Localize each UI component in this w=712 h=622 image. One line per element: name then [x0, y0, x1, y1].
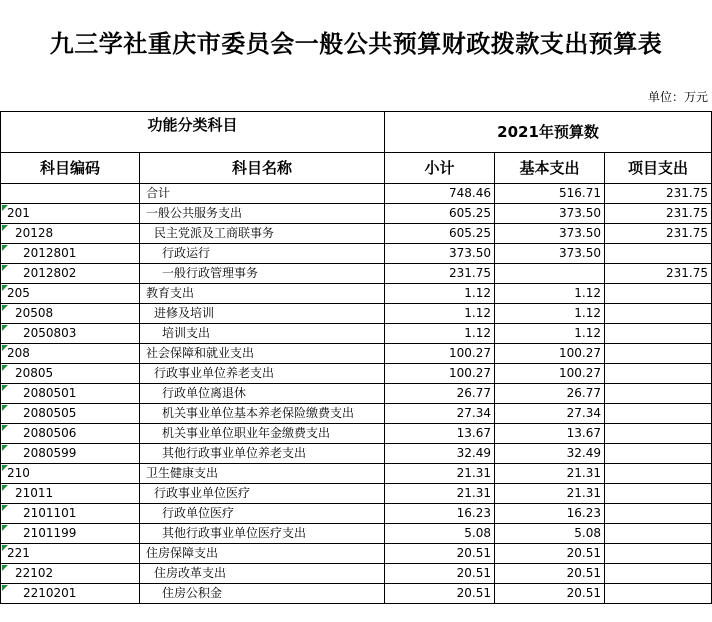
- name-text: 其他行政事业单位医疗支出: [162, 526, 307, 540]
- cell-name[interactable]: [140, 504, 385, 524]
- cell-project[interactable]: [605, 524, 712, 544]
- header-budget-year: 2021年预算数: [385, 112, 712, 153]
- code-text: 20805: [15, 366, 54, 380]
- table-row: [1, 484, 712, 504]
- cell-total[interactable]: 20.51: [385, 584, 495, 604]
- cell-name[interactable]: [140, 424, 385, 444]
- cell-total[interactable]: 26.77: [385, 384, 495, 404]
- cell-total[interactable]: 16.23: [385, 504, 495, 524]
- cell-total[interactable]: 1.12: [385, 304, 495, 324]
- name-text: 行政单位医疗: [162, 506, 235, 520]
- cell-basic[interactable]: 516.71: [495, 184, 605, 204]
- cell-total[interactable]: 231.75: [385, 264, 495, 284]
- cell-name[interactable]: [140, 584, 385, 604]
- text-number-indicator-icon: [2, 505, 8, 511]
- cell-total[interactable]: 373.50: [385, 244, 495, 264]
- name-text: 行政运行: [162, 246, 211, 260]
- header-name: 科目名称: [140, 153, 385, 184]
- text-number-indicator-icon: [2, 465, 8, 471]
- cell-name[interactable]: [140, 304, 385, 324]
- table-row: [1, 564, 712, 584]
- cell-code[interactable]: [1, 364, 140, 384]
- table-row: [1, 204, 712, 224]
- header-project: 项目支出: [605, 153, 712, 184]
- cell-basic[interactable]: 373.50: [495, 244, 605, 264]
- cell-code[interactable]: [1, 264, 140, 284]
- code-text: 2080599: [23, 446, 77, 460]
- cell-project[interactable]: [605, 404, 712, 424]
- cell-project[interactable]: 231.75: [605, 264, 712, 284]
- name-text: 进修及培训: [154, 306, 215, 320]
- cell-name[interactable]: [140, 184, 385, 204]
- name-text: 民主党派及工商联事务: [154, 226, 275, 240]
- text-number-indicator-icon: [2, 365, 8, 371]
- cell-name[interactable]: [140, 344, 385, 364]
- cell-name[interactable]: [140, 484, 385, 504]
- cell-project[interactable]: [605, 304, 712, 324]
- code-text: 2101199: [23, 526, 77, 540]
- header-code: 科目编码: [1, 153, 140, 184]
- header-basic: 基本支出: [495, 153, 605, 184]
- name-text: 培训支出: [162, 326, 211, 340]
- name-text: 行政事业单位医疗: [154, 486, 251, 500]
- table-row: [1, 424, 712, 444]
- cell-total[interactable]: 1.12: [385, 284, 495, 304]
- name-text: 教育支出: [146, 286, 195, 300]
- cell-code[interactable]: [1, 204, 140, 224]
- unit-label: 单位：万元: [647, 90, 708, 104]
- table-row: [1, 584, 712, 604]
- cell-name[interactable]: [140, 324, 385, 344]
- cell-project[interactable]: [605, 384, 712, 404]
- name-text: 机关事业单位基本养老保险缴费支出: [162, 406, 355, 420]
- cell-total[interactable]: 13.67: [385, 424, 495, 444]
- table-body: [1, 112, 712, 604]
- table-row: [1, 444, 712, 464]
- table-row: [1, 224, 712, 244]
- cell-basic[interactable]: 1.12: [495, 304, 605, 324]
- cell-code[interactable]: [1, 584, 140, 604]
- cell-basic[interactable]: 100.27: [495, 344, 605, 364]
- text-number-indicator-icon: [2, 345, 8, 351]
- text-number-indicator-icon: [2, 205, 8, 211]
- table-row: [1, 264, 712, 284]
- table-row: [1, 464, 712, 484]
- cell-name[interactable]: [140, 224, 385, 244]
- cell-basic[interactable]: 21.31: [495, 464, 605, 484]
- cell-code[interactable]: [1, 284, 140, 304]
- cell-total[interactable]: 1.12: [385, 324, 495, 344]
- code-text: 20128: [15, 226, 54, 240]
- name-text: 卫生健康支出: [146, 466, 219, 480]
- table-row: [1, 244, 712, 264]
- header-row-1: [1, 112, 712, 153]
- code-text: 2080506: [23, 426, 77, 440]
- cell-name[interactable]: [140, 564, 385, 584]
- code-text: 2101101: [23, 506, 77, 520]
- cell-project[interactable]: [605, 244, 712, 264]
- cell-total[interactable]: 20.51: [385, 564, 495, 584]
- cell-name[interactable]: [140, 204, 385, 224]
- cell-name[interactable]: [140, 384, 385, 404]
- cell-name[interactable]: [140, 544, 385, 564]
- cell-project[interactable]: [605, 464, 712, 484]
- cell-project[interactable]: 231.75: [605, 224, 712, 244]
- cell-code[interactable]: [1, 564, 140, 584]
- page-title: 九三学社重庆市委员会一般公共预算财政拨款支出预算表: [49, 30, 663, 58]
- code-text: 2080505: [23, 406, 77, 420]
- text-number-indicator-icon: [2, 485, 8, 491]
- cell-project[interactable]: 231.75: [605, 204, 712, 224]
- cell-code[interactable]: [1, 384, 140, 404]
- cell-code[interactable]: [1, 184, 140, 204]
- cell-basic[interactable]: 21.31: [495, 484, 605, 504]
- text-number-indicator-icon: [2, 565, 8, 571]
- cell-name[interactable]: [140, 404, 385, 424]
- text-number-indicator-icon: [2, 325, 8, 331]
- cell-basic[interactable]: 373.50: [495, 204, 605, 224]
- code-text: 2080501: [23, 386, 77, 400]
- name-text: 一般行政管理事务: [162, 266, 259, 280]
- text-number-indicator-icon: [2, 425, 8, 431]
- cell-project[interactable]: [605, 324, 712, 344]
- cell-code[interactable]: [1, 344, 140, 364]
- text-number-indicator-icon: [2, 305, 8, 311]
- cell-basic[interactable]: 20.51: [495, 564, 605, 584]
- table-row: [1, 544, 712, 564]
- cell-code[interactable]: [1, 544, 140, 564]
- table-row: [1, 284, 712, 304]
- cell-project[interactable]: [605, 284, 712, 304]
- cell-name[interactable]: [140, 264, 385, 284]
- code-text: 208: [7, 346, 30, 360]
- code-text: 210: [7, 466, 30, 480]
- text-number-indicator-icon: [2, 525, 8, 531]
- cell-code[interactable]: [1, 424, 140, 444]
- code-text: 20508: [15, 306, 54, 320]
- code-text: 205: [7, 286, 30, 300]
- text-number-indicator-icon: [2, 245, 8, 251]
- cell-project[interactable]: [605, 344, 712, 364]
- cell-code[interactable]: [1, 504, 140, 524]
- code-text: 2050803: [23, 326, 77, 340]
- table-row: [1, 404, 712, 424]
- cell-code[interactable]: [1, 224, 140, 244]
- text-number-indicator-icon: [2, 225, 8, 231]
- table-row: [1, 524, 712, 544]
- cell-basic[interactable]: 1.12: [495, 324, 605, 344]
- table-row: [1, 364, 712, 384]
- cell-project[interactable]: [605, 484, 712, 504]
- cell-code[interactable]: [1, 524, 140, 544]
- name-text: 行政单位离退休: [162, 386, 247, 400]
- cell-project[interactable]: [605, 424, 712, 444]
- cell-name[interactable]: [140, 464, 385, 484]
- cell-project[interactable]: [605, 504, 712, 524]
- table-row: [1, 504, 712, 524]
- text-number-indicator-icon: [2, 285, 8, 291]
- cell-project[interactable]: [605, 364, 712, 384]
- name-text: 住房公积金: [162, 586, 223, 600]
- cell-project[interactable]: [605, 544, 712, 564]
- cell-basic[interactable]: 1.12: [495, 284, 605, 304]
- cell-total[interactable]: 32.49: [385, 444, 495, 464]
- cell-total[interactable]: 20.51: [385, 544, 495, 564]
- cell-basic[interactable]: 16.23: [495, 504, 605, 524]
- budget-table: [0, 111, 712, 604]
- cell-project[interactable]: [605, 444, 712, 464]
- cell-code[interactable]: [1, 444, 140, 464]
- text-number-indicator-icon: [2, 585, 8, 591]
- cell-name[interactable]: [140, 524, 385, 544]
- cell-basic[interactable]: [495, 264, 605, 284]
- code-text: 221: [7, 546, 30, 560]
- code-text: 2012802: [23, 266, 77, 280]
- cell-basic[interactable]: 13.67: [495, 424, 605, 444]
- table-row: [1, 324, 712, 344]
- cell-total[interactable]: 21.31: [385, 484, 495, 504]
- code-text: 201: [7, 206, 30, 220]
- cell-total[interactable]: 748.46: [385, 184, 495, 204]
- header-total: 小计: [385, 153, 495, 184]
- cell-name[interactable]: [140, 244, 385, 264]
- name-text: 社会保障和就业支出: [146, 346, 255, 360]
- cell-code[interactable]: [1, 484, 140, 504]
- code-text: 22102: [15, 566, 54, 580]
- code-text: 2012801: [23, 246, 77, 260]
- cell-project[interactable]: [605, 564, 712, 584]
- cell-total[interactable]: 605.25: [385, 204, 495, 224]
- name-text: 合计: [146, 186, 171, 200]
- cell-basic[interactable]: 373.50: [495, 224, 605, 244]
- table-row: [1, 344, 712, 364]
- name-text: 住房改革支出: [154, 566, 227, 580]
- name-text: 一般公共服务支出: [146, 206, 243, 220]
- cell-name[interactable]: [140, 284, 385, 304]
- table-row: [1, 304, 712, 324]
- cell-total[interactable]: 21.31: [385, 464, 495, 484]
- cell-total[interactable]: 100.27: [385, 364, 495, 384]
- cell-basic[interactable]: 20.51: [495, 544, 605, 564]
- name-text: 机关事业单位职业年金缴费支出: [162, 426, 331, 440]
- header-row-2: [1, 153, 712, 184]
- cell-basic[interactable]: 27.34: [495, 404, 605, 424]
- text-number-indicator-icon: [2, 405, 8, 411]
- cell-code[interactable]: [1, 324, 140, 344]
- cell-basic[interactable]: 20.51: [495, 584, 605, 604]
- cell-project[interactable]: 231.75: [605, 184, 712, 204]
- cell-code[interactable]: [1, 304, 140, 324]
- code-text: 21011: [15, 486, 54, 500]
- text-number-indicator-icon: [2, 545, 8, 551]
- cell-name[interactable]: [140, 444, 385, 464]
- cell-code[interactable]: [1, 464, 140, 484]
- cell-basic[interactable]: 32.49: [495, 444, 605, 464]
- cell-basic[interactable]: 100.27: [495, 364, 605, 384]
- cell-total[interactable]: 5.08: [385, 524, 495, 544]
- header-func-class: 功能分类科目: [1, 112, 385, 153]
- text-number-indicator-icon: [2, 385, 8, 391]
- cell-name[interactable]: [140, 364, 385, 384]
- cell-project[interactable]: [605, 584, 712, 604]
- name-text: 行政事业单位养老支出: [154, 366, 275, 380]
- cell-code[interactable]: [1, 404, 140, 424]
- cell-total[interactable]: 100.27: [385, 344, 495, 364]
- text-number-indicator-icon: [2, 265, 8, 271]
- name-text: 住房保障支出: [146, 546, 219, 560]
- table-row: [1, 184, 712, 204]
- table-row: [1, 384, 712, 404]
- cell-code[interactable]: [1, 244, 140, 264]
- cell-basic[interactable]: 26.77: [495, 384, 605, 404]
- cell-total[interactable]: 605.25: [385, 224, 495, 244]
- text-number-indicator-icon: [2, 445, 8, 451]
- code-text: [4, 186, 7, 200]
- code-text: 2210201: [23, 586, 77, 600]
- name-text: 其他行政事业单位养老支出: [162, 446, 307, 460]
- cell-basic[interactable]: 5.08: [495, 524, 605, 544]
- cell-total[interactable]: 27.34: [385, 404, 495, 424]
